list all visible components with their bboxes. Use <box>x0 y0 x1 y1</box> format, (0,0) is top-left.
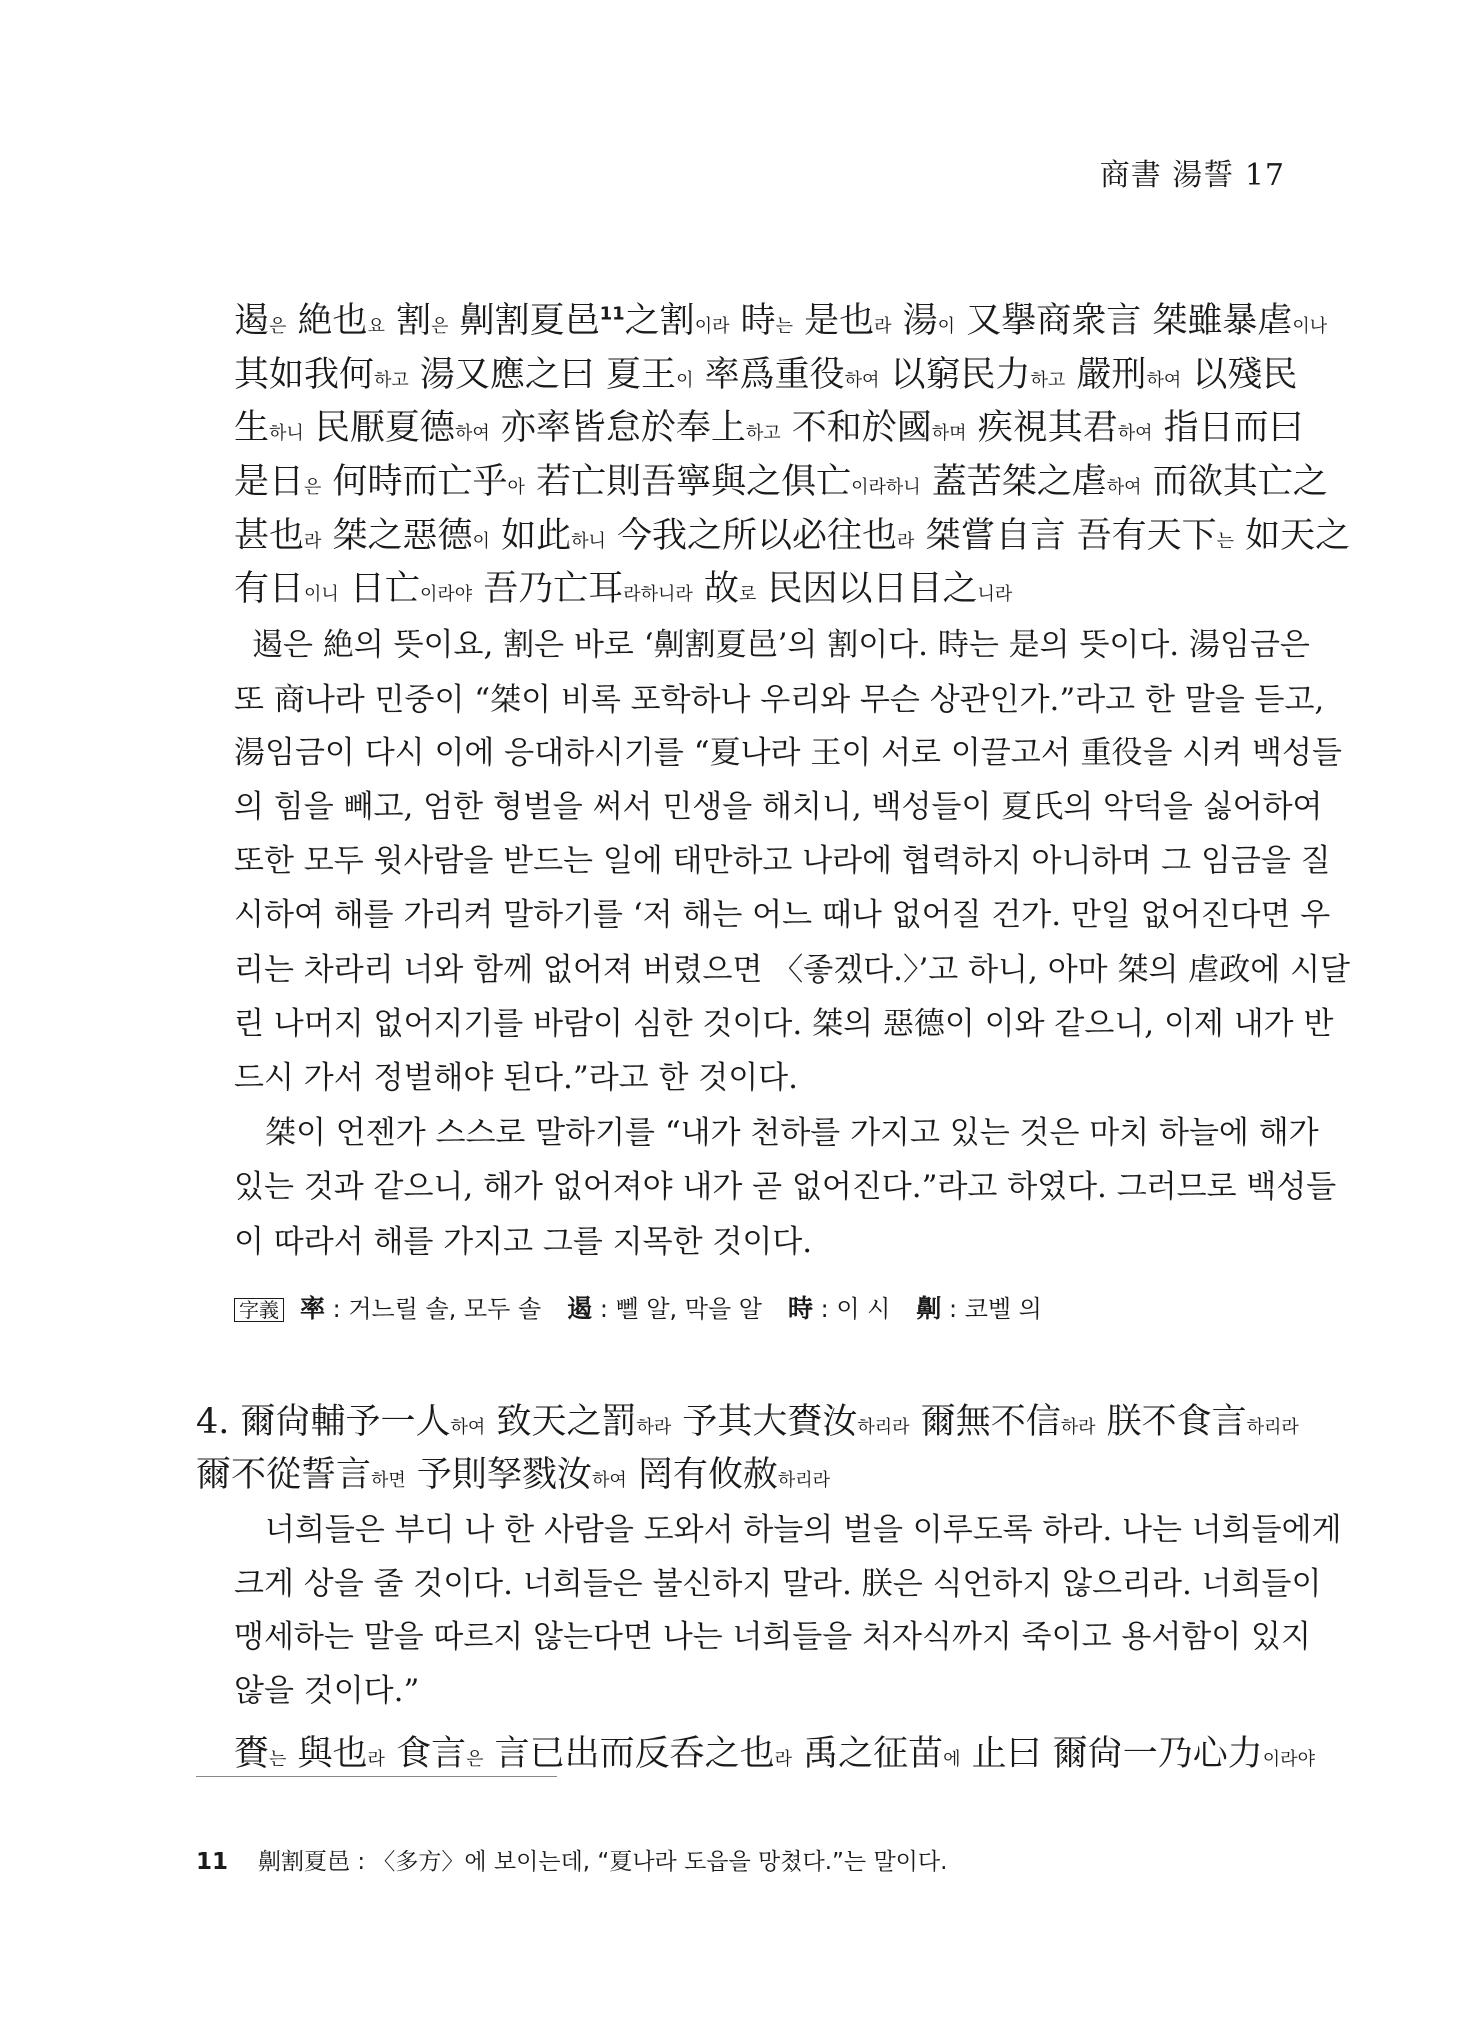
ziyi-char: 率 <box>300 1294 326 1323</box>
classical-text: 賚 <box>234 1734 270 1774</box>
text-line <box>234 408 1304 448</box>
classical-text: 罔有攸赦 <box>626 1455 778 1495</box>
text-line <box>234 355 1298 395</box>
grammar-particle: 하여 <box>454 423 490 444</box>
grammar-particle: 라 <box>874 316 892 337</box>
korean-text: 은 식언하지 않으리라. 너희들이 <box>892 1566 1322 1602</box>
korean-text: 시하여 해를 가리켜 말하기를 ‘저 해는 어느 때나 없어질 건가. 만일 없어진다면 우 <box>234 897 1331 933</box>
grammar-particle: 이라야 <box>1262 1749 1315 1770</box>
text-line <box>234 789 1323 825</box>
classical-text: 何時而亡乎 <box>321 462 508 502</box>
korean-text: 임금은 <box>1220 627 1310 663</box>
classical-text: 予其大賚汝 <box>671 1402 858 1442</box>
hanja-term: 王 <box>810 735 842 771</box>
hanja-term: 虐政 <box>1188 952 1251 988</box>
hanja-term: 重役 <box>1080 735 1143 771</box>
grammar-particle: 하여 <box>844 370 880 391</box>
classical-text: 民厭夏德 <box>303 408 455 448</box>
text-line <box>234 301 1328 341</box>
grammar-particle: 하리라 <box>777 1470 831 1491</box>
korean-text: 이다. <box>858 627 938 663</box>
hanja-term: 桀 <box>265 1115 296 1151</box>
hanja-term: 夏 <box>609 1849 633 1875</box>
classical-text: 是也 <box>793 301 875 341</box>
grammar-particle: 이 <box>676 370 694 391</box>
classical-text: 食言 <box>384 1734 467 1774</box>
text-line <box>234 1673 420 1709</box>
hanja-term: 時 <box>937 627 969 663</box>
footnote-divider <box>196 1776 557 1777</box>
classical-text: 民因以日目之 <box>756 569 978 609</box>
ziyi-char: 遏 <box>567 1294 593 1323</box>
grammar-particle: 하고 <box>1030 370 1066 391</box>
classical-text: 生 <box>234 408 270 448</box>
grammar-particle: 하고 <box>374 370 409 391</box>
hanja-term: 夏氏 <box>1001 789 1064 825</box>
grammar-particle: 하면 <box>371 1470 406 1491</box>
grammar-particle: 하여 <box>1146 370 1182 391</box>
classical-text: 如天之 <box>1234 516 1351 556</box>
classical-text: 時 <box>729 301 776 341</box>
classical-text: 桀嘗自言 吾有天下 <box>914 516 1217 556</box>
verse-number: 4. <box>196 1402 241 1442</box>
hanja-term: 桀 <box>1117 952 1149 988</box>
grammar-particle: 아 <box>507 477 525 498</box>
text-line <box>234 462 1328 502</box>
classical-text: 今我之所以必往也 <box>605 516 897 556</box>
korean-text: 이 비록 포학하나 우리와 무슨 상관인가.”라고 한 말을 듣고, <box>521 682 1325 718</box>
classical-text: 甚也 <box>234 516 305 556</box>
text-line <box>196 1455 831 1495</box>
korean-text: 임금이 다시 이에 응대하시기를 “ <box>265 735 710 771</box>
classical-text: 疾視其君 <box>966 408 1118 448</box>
classical-text: 湯又應之曰 夏王 <box>408 355 677 395</box>
classical-text: 禹之征苗 <box>792 1734 944 1774</box>
text-line <box>234 1060 798 1096</box>
korean-text: 이 서로 이끌고서 <box>841 735 1081 771</box>
hanja-term: 絶 <box>322 627 354 663</box>
hanja-term: 朕 <box>861 1566 893 1602</box>
korean-text: 의 뜻이다. <box>1039 627 1190 663</box>
korean-text: 너희들은 부디 나 한 사람을 도와서 하늘의 벌을 이루도록 하라. 나는 너희들에게 <box>234 1512 1342 1548</box>
korean-text: 이 이와 같으니, 이제 내가 반 <box>944 1006 1334 1042</box>
hanja-term: 遏 <box>252 627 283 663</box>
classical-text: 又擧商衆言 桀雖暴虐 <box>955 301 1293 341</box>
korean-text: : 〈 <box>350 1849 396 1875</box>
classical-text: 以殘民 <box>1181 355 1298 395</box>
korean-text: 맹세하는 말을 따르지 않는다면 나는 너희들을 처자식까지 죽이고 용서함이 있지 <box>234 1619 1311 1655</box>
ziyi-gloss: : 코벨 의 <box>941 1295 1042 1323</box>
text-line <box>234 516 1351 556</box>
grammar-particle: 하고 <box>745 423 781 444</box>
classical-text: 之割 <box>624 301 695 341</box>
korean-text: 나라 도읍을 망쳤다.”는 말이다. <box>632 1849 948 1875</box>
grammar-particle: 라 <box>897 531 915 552</box>
ziyi-entry <box>788 1295 890 1323</box>
grammar-particle: 라하니라 <box>623 584 693 605</box>
text-line <box>234 897 1331 933</box>
classical-text: 指日而曰 <box>1152 408 1304 448</box>
classical-text: 爾無不信 <box>909 1402 1061 1442</box>
classical-text: 吾乃亡耳 <box>472 569 624 609</box>
korean-text: 리는 차라리 너와 함께 없어져 버렸으면 〈좋겠다.〉’고 하니, 아마 <box>234 952 1118 988</box>
korean-text: 〉에 보이는데, “ <box>441 1849 610 1875</box>
grammar-particle: 는 <box>269 1749 287 1770</box>
text-line <box>234 952 1350 988</box>
classical-text: 若亡則吾寧與之俱亡 <box>524 462 852 502</box>
korean-text: 린 나머지 없어지기를 바람이 심한 것이다. <box>234 1006 813 1042</box>
classical-text: 湯 <box>891 301 938 341</box>
ziyi-entry <box>916 1295 1042 1323</box>
grammar-particle: 하여 <box>591 1470 627 1491</box>
grammar-particle: 하여 <box>450 1417 486 1438</box>
grammar-particle: 하며 <box>931 423 967 444</box>
ziyi-gloss: : 뻴 알, 막을 알 <box>592 1295 762 1323</box>
classical-text: 割 <box>384 301 432 341</box>
classical-text: 遏 <box>234 301 270 341</box>
classical-text: 日亡 <box>338 569 420 609</box>
classical-text: 嚴刑 <box>1065 355 1147 395</box>
text-line <box>234 1566 1322 1602</box>
grammar-particle: 이라하니 <box>851 477 921 498</box>
korean-text: 또한 모두 윗사람을 받드는 일에 태만하고 나라에 협력하지 아니하며 그 임금을 질 <box>234 843 1331 879</box>
ziyi-entry <box>567 1295 762 1323</box>
hanja-term: 割 <box>503 627 535 663</box>
grammar-particle: 은 <box>304 477 322 498</box>
text-line <box>234 1619 1311 1655</box>
classical-text: 亦率皆怠於奉上 <box>489 408 746 448</box>
hanja-term: 劓割夏邑 <box>653 627 778 663</box>
grammar-particle: 은 <box>431 316 449 337</box>
grammar-particle: 라 <box>367 1749 385 1770</box>
text-line <box>234 1006 1334 1042</box>
classical-text: 桀之惡德 <box>321 516 473 556</box>
running-header: 商書 湯誓 17 <box>1099 158 1285 193</box>
korean-text: 크게 상을 줄 것이다. 너희들은 불신하지 말라. <box>234 1566 862 1602</box>
classical-text: 致天之罰 <box>485 1402 637 1442</box>
classical-text: 與也 <box>286 1734 368 1774</box>
classical-text: 其如我何 <box>234 355 375 395</box>
korean-text: 은 바로 ‘ <box>534 627 654 663</box>
korean-text: 나라 민중이 “ <box>304 682 491 718</box>
korean-text: ’의 <box>777 627 828 663</box>
grammar-particle: 는 <box>1216 531 1235 552</box>
korean-text: 은 <box>283 627 323 663</box>
footnote-marker: 11 <box>599 303 625 325</box>
hanja-term: 夏 <box>709 735 741 771</box>
ziyi-line <box>234 1296 1068 1322</box>
classical-text: 劓割夏邑 <box>448 301 600 341</box>
korean-text: 의 힘을 빼고, 엄한 형벌을 써서 민생을 해치니, 백성들이 <box>234 789 1002 825</box>
korean-text: 을 시켜 백성들 <box>1142 735 1342 771</box>
text-line <box>234 1115 1319 1151</box>
grammar-particle: 이라 <box>694 316 730 337</box>
korean-text: 는 <box>968 627 1009 663</box>
korean-text: 의 <box>843 1006 883 1042</box>
hanja-term: 惡德 <box>882 1006 945 1042</box>
footnote <box>196 1843 947 1876</box>
korean-text: 있는 것과 같으니, 해가 없어져야 내가 곧 없어진다.”라고 하였다. 그러므로 백성들 <box>234 1169 1337 1205</box>
grammar-particle: 하여 <box>1106 477 1142 498</box>
grammar-particle: 이 <box>472 531 490 552</box>
ziyi-char: 劓 <box>916 1294 942 1323</box>
grammar-particle: 라 <box>304 531 322 552</box>
classical-text: 有日 <box>234 569 305 609</box>
grammar-particle: 하라 <box>1060 1417 1096 1438</box>
grammar-particle: 하니 <box>571 531 606 552</box>
grammar-particle: 은 <box>466 1749 484 1770</box>
korean-text: 않을 것이다.” <box>234 1673 420 1709</box>
text-line <box>234 1169 1337 1205</box>
hanja-term: 桀 <box>490 682 522 718</box>
footnote-number: 11 <box>196 1849 229 1875</box>
classical-text: 是日 <box>234 462 305 502</box>
grammar-particle: 에 <box>943 1749 961 1770</box>
classical-text: 爾不從誓言 <box>196 1455 372 1495</box>
text-line <box>234 735 1342 771</box>
korean-text: 또 <box>234 682 274 718</box>
classical-text: 言已出而反呑之也 <box>483 1734 775 1774</box>
korean-text: 드시 가서 정벌해야 된다.”라고 한 것이다. <box>234 1060 798 1096</box>
classical-text: 率爲重役 <box>693 355 845 395</box>
grammar-particle: 이나 <box>1292 316 1328 337</box>
text-line <box>234 627 1310 663</box>
grammar-particle: 라 <box>774 1749 792 1770</box>
text-line <box>234 1224 813 1260</box>
text-line <box>196 1402 1299 1442</box>
korean-text <box>234 1115 265 1151</box>
hanja-term: 湯 <box>1189 627 1221 663</box>
classical-text: 不和於國 <box>780 408 932 448</box>
classical-text: 蓋苦桀之虐 <box>920 462 1107 502</box>
classical-text: 絶也 <box>286 301 368 341</box>
grammar-particle: 이라야 <box>419 584 473 605</box>
ziyi-badge: 字義 <box>234 1298 284 1322</box>
classical-text: 以窮民力 <box>879 355 1031 395</box>
classical-text: 予則孥戮汝 <box>405 1455 592 1495</box>
grammar-particle: 요 <box>367 316 385 337</box>
classical-text: 故 <box>692 569 739 609</box>
ziyi-entry <box>300 1295 541 1323</box>
grammar-particle: 하여 <box>1117 423 1153 444</box>
grammar-particle: 로 <box>738 584 757 605</box>
ziyi-gloss: : 이 시 <box>812 1295 891 1323</box>
grammar-particle: 이니 <box>304 584 339 605</box>
korean-text: 이 따라서 해를 가지고 그를 지목한 것이다. <box>234 1224 813 1260</box>
grammar-particle: 하리라 <box>1246 1417 1299 1438</box>
korean-text: 에 시달 <box>1250 952 1350 988</box>
classical-text: 如此 <box>489 516 572 556</box>
classical-text: 爾尙輔予一人 <box>240 1402 451 1442</box>
classical-text: 而欲其亡之 <box>1141 462 1328 502</box>
grammar-particle: 하니 <box>269 423 304 444</box>
korean-text: 의 악덕을 싫어하여 <box>1063 789 1323 825</box>
hanja-term: 是 <box>1008 627 1040 663</box>
grammar-particle: 니라 <box>977 584 1013 605</box>
grammar-particle: 는 <box>775 316 793 337</box>
grammar-particle: 하리라 <box>857 1417 910 1438</box>
text-line <box>234 1734 1315 1774</box>
hanja-term: 多方 <box>395 1849 442 1875</box>
hanja-term: 湯 <box>234 735 265 771</box>
text-line <box>234 843 1331 879</box>
classical-text: 止曰 爾尙一乃心力 <box>960 1734 1263 1774</box>
hanja-term: 商 <box>273 682 305 718</box>
korean-text: 나라 <box>740 735 811 771</box>
hanja-term: 割 <box>827 627 859 663</box>
hanja-term: 桀 <box>812 1006 844 1042</box>
hanja-term: 劓割夏邑 <box>258 1849 351 1875</box>
korean-text: 의 <box>1148 952 1189 988</box>
ziyi-gloss: : 거느릴 솔, 모두 솔 <box>325 1295 542 1323</box>
korean-text: 이 언젠가 스스로 말하기를 “내가 천하를 가지고 있는 것은 마치 하늘에 해가 <box>296 1115 1319 1151</box>
ziyi-char: 時 <box>787 1294 813 1323</box>
classical-text: 朕不食言 <box>1095 1402 1247 1442</box>
text-line <box>234 1512 1342 1548</box>
grammar-particle: 은 <box>269 316 287 337</box>
grammar-particle: 이 <box>937 316 956 337</box>
korean-text: 의 뜻이요, <box>353 627 504 663</box>
text-line <box>234 682 1325 718</box>
grammar-particle: 하라 <box>636 1417 672 1438</box>
text-line <box>234 569 1013 609</box>
